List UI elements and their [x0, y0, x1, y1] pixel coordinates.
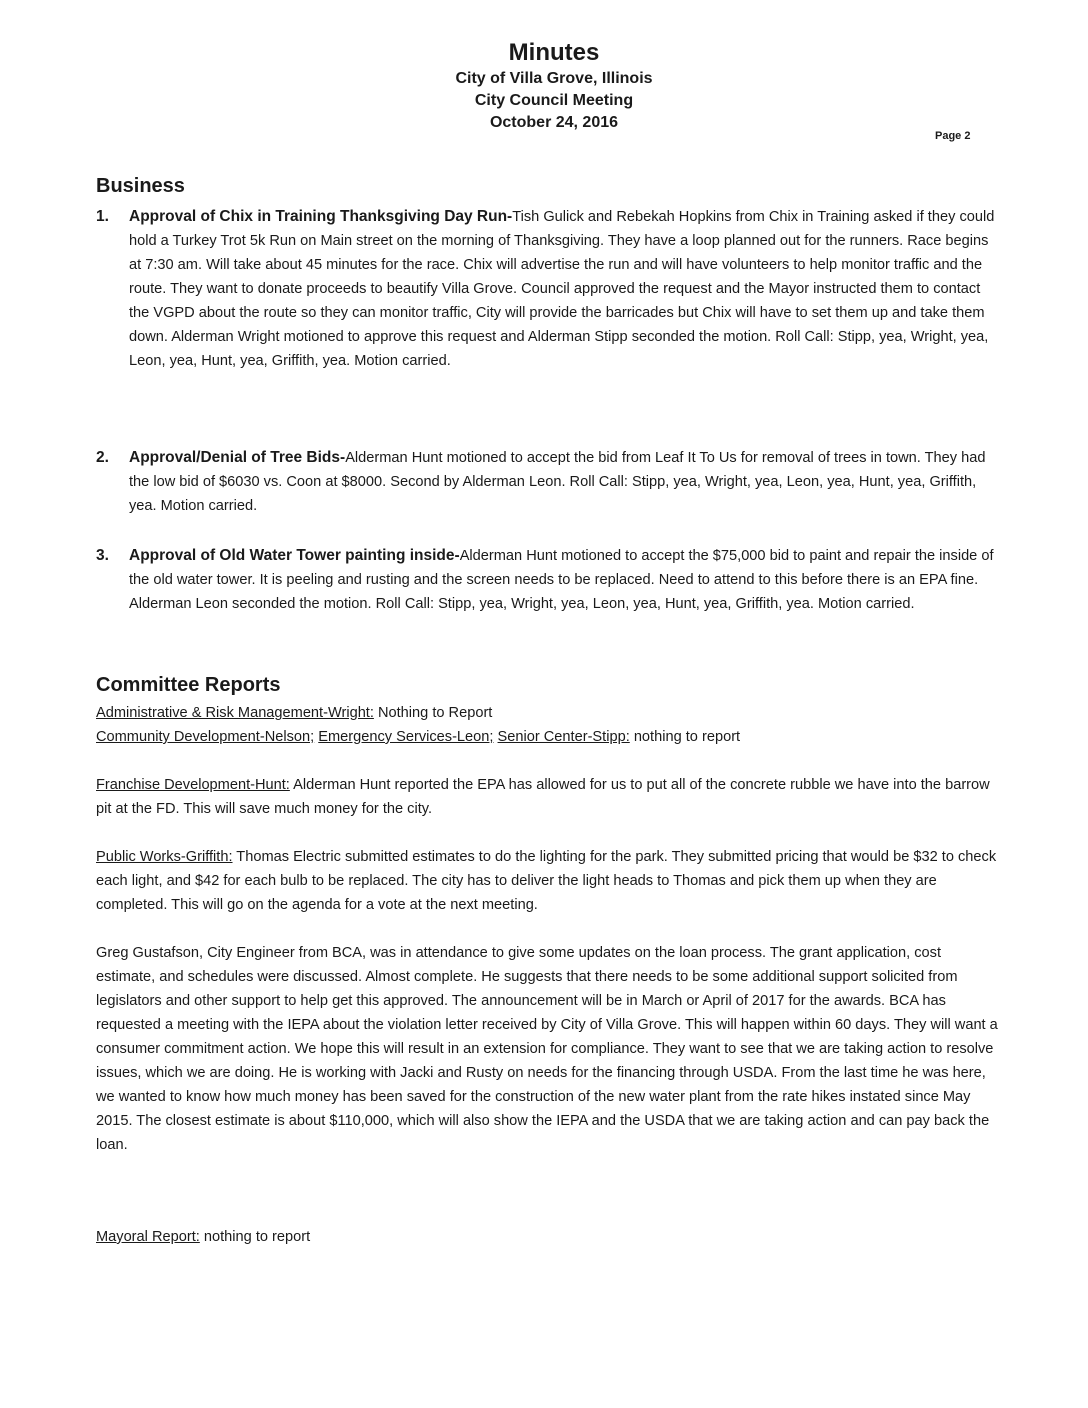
community-label: Community Development-Nelson;: [96, 729, 315, 745]
public-works-label: Public Works-Griffith:: [96, 849, 233, 865]
mayoral-label: Mayoral Report:: [96, 1229, 200, 1245]
mayoral-report: [96, 1225, 1001, 1249]
committee-line-2: [96, 725, 1001, 749]
emergency-label: Emergency Services-Leon;: [318, 729, 494, 745]
admin-label: Administrative & Risk Management-Wright:: [96, 705, 374, 721]
item-text: Tish Gulick and Rebekah Hopkins from Chix in Training asked if they could hold a Turkey Trot 5k Run on Main street on the morning of Thanksgiving. They have a loop planned out for the runners. Race begins at 7:30 am. Will take about 45 minutes for the race. Chix will advertise the run and will have volunteers to help monitor traffic and the route. They want to donate proceeds to beautify Villa Grove. Council approved the request and the Mayor instructed them to contact the VGPD about the route so they can monitor traffic, City will provide the barricades but Chix will have to set them up and take them down. Alderman Wright motioned to approve this request and Alderman Stipp seconded the motion. Roll Call: Stipp, yea, Wright, yea, Leon, yea, Hunt, yea, Griffith, yea. Motion carried.: [129, 209, 995, 369]
admin-text: Nothing to Report: [373, 705, 493, 721]
franchise-label: Franchise Development-Hunt:: [96, 777, 290, 793]
mayoral-text: nothing to report: [199, 1229, 311, 1245]
item-number: 2.: [96, 449, 109, 466]
item-heading: Approval/Denial of Tree Bids-: [129, 449, 346, 466]
committee-reports-heading: Committee Reports: [96, 674, 281, 696]
business-heading: Business: [96, 175, 185, 197]
senior-label: Senior Center-Stipp:: [497, 729, 630, 745]
item-text: Alderman Hunt motioned to accept the $75,000 bid to paint and repair the inside of the old water tower. It is peeling and rusting and the screen needs to be replaced. Need to attend to this before there is an EPA fine. Alderman Leon seconded the motion. Roll Call: Stipp, yea, Wright, yea, Leon, yea, Hunt, yea, Griffith, yea. Motion carried.: [129, 548, 994, 612]
public-works-report: [96, 845, 1001, 917]
line2-text: nothing to report: [629, 729, 741, 745]
business-item-1: [96, 205, 996, 373]
city-name: City of Villa Grove, Illinois: [455, 70, 653, 87]
page-number: Page 2: [935, 130, 971, 142]
item-heading: Approval of Chix in Training Thanksgiving Day Run-: [129, 208, 513, 225]
public-works-text: Thomas Electric submitted estimates to do the lighting for the park. They submitted pricing that would be $32 to check each light, and $42 for each bulb to be replaced. The city has to deliver the light heads to Thomas and pick them up when they are completed. This will go on the agenda for a vote at the next meeting.: [96, 849, 997, 913]
meeting-date: October 24, 2016: [489, 114, 619, 131]
franchise-text: Alderman Hunt reported the EPA has allowed for us to put all of the concrete rubble we have into the barrow pit at the FD. This will save much money for the city.: [96, 777, 990, 817]
item-heading: Approval of Old Water Tower painting inside-: [129, 547, 460, 564]
franchise-report: [96, 773, 1001, 821]
item-number: 3.: [96, 547, 109, 564]
item-number: 1.: [96, 208, 109, 225]
document-title: Minutes: [508, 39, 600, 66]
business-item-3: [96, 544, 996, 616]
meeting-name: City Council Meeting: [474, 92, 634, 109]
admin-report: [96, 701, 1001, 725]
engineer-update: Greg Gustafson, City Engineer from BCA, was in attendance to give some updates on the loan process. The grant application, cost estimate, and schedules were discussed. Almost complete. He suggests that there needs to be some additional support solicited from legislators and other support to help get this approved. The announcement will be in March or April of 2017 for the awards. BCA has requested a meeting with the IEPA about the violation letter received by City of Villa Grove. This will happen within 60 days. They will want a consumer commitment action. We hope this will result in an extension for compliance. They want to see that we are taking action to resolve issues, which we are doing. He is working with Jacki and Rusty on needs for the financing through USDA. From the last time he was here, we wanted to know how much money has been saved for the construction of the new water plant from the rate hikes instated since May 2015. The closest estimate is about $110,000, which will also show the IEPA and the USDA that we are taking action and can pay back the loan.: [96, 945, 998, 1153]
business-item-2: [96, 446, 996, 518]
document-header: [0, 38, 1088, 134]
item-text: Alderman Hunt motioned to accept the bid from Leaf It To Us for removal of trees in town. They had the low bid of $6030 vs. Coon at $8000. Second by Alderman Leon. Roll Call: Stipp, yea, Wright, yea, Leon, yea, Hunt, yea, Griffith, yea. Motion carried.: [129, 450, 986, 514]
